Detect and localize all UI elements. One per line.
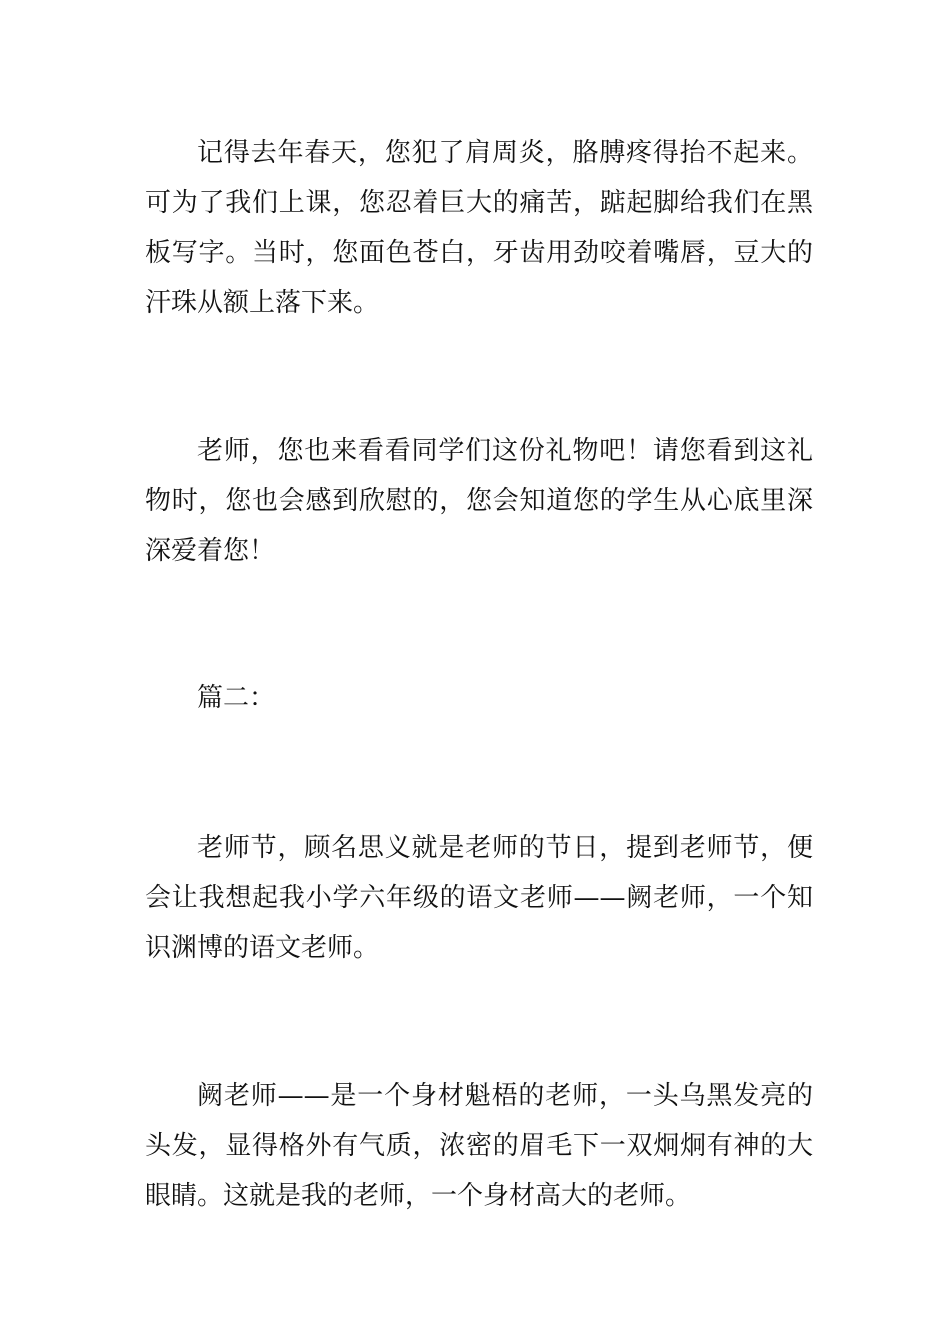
section-heading-part-two: 篇二： [197,683,276,713]
paragraph-shoulder-pain: 记得去年春天，您犯了肩周炎，胳膊疼得抬不起来。可为了我们上课，您忍着巨大的痛苦，踮起脚给我们在黑板写字。当时，您面色苍白，牙齿用劲咬着嘴唇，豆大的汗珠从额上落下来。 [145,138,813,318]
paragraph-teachers-day: 老师节，顾名思义就是老师的节日，提到老师节，便会让我想起我小学六年级的语文老师——阙老师，一个知识渊博的语文老师。 [145,833,813,963]
paragraph-teacher-description: 阙老师——是一个身材魁梧的老师，一头乌黑发亮的头发，显得格外有气质，浓密的眉毛下一双炯炯有神的大眼睛。这就是我的老师，一个身材高大的老师。 [145,1081,813,1211]
paragraph-gift: 老师，您也来看看同学们这份礼物吧！请您看到这礼物时，您也会感到欣慰的，您会知道您的学生从心底里深深爱着您！ [145,436,813,566]
